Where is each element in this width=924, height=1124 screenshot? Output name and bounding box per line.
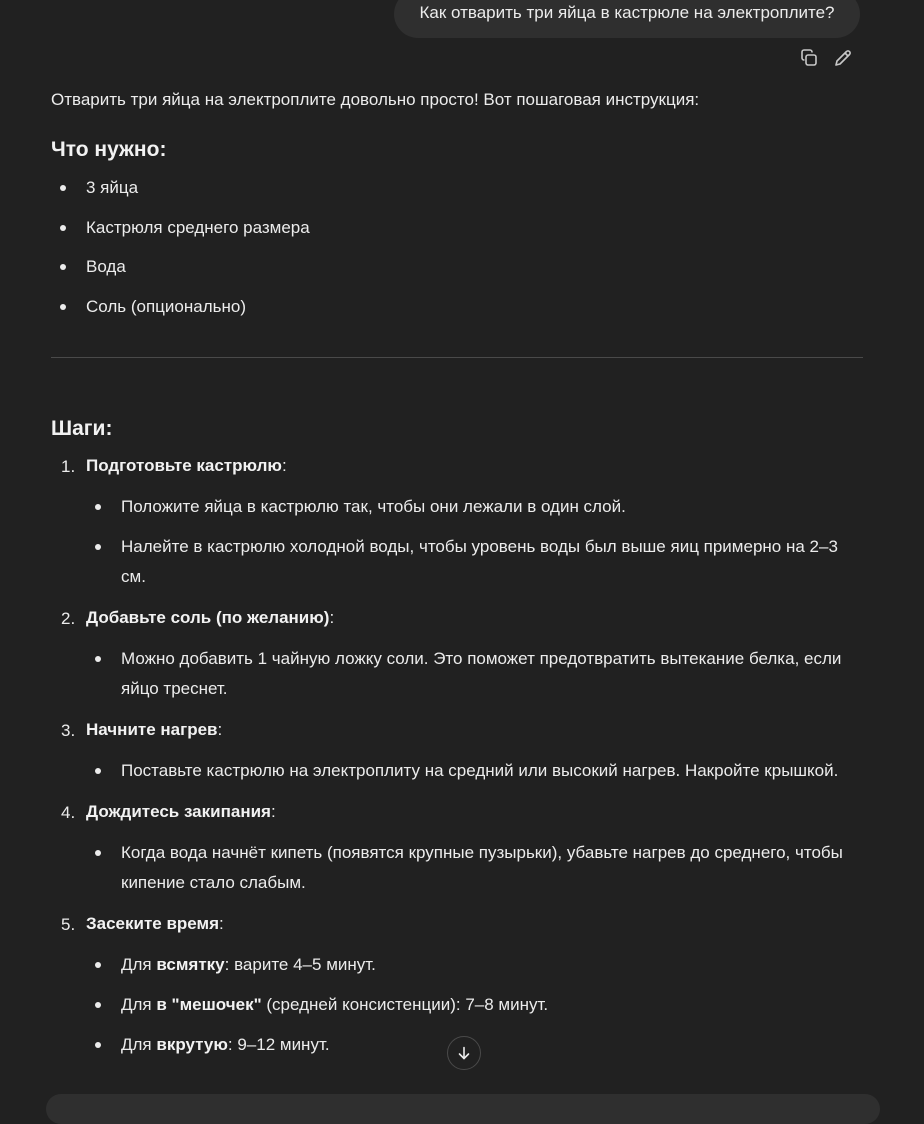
step-title-suffix: : <box>217 719 223 739</box>
step-title: Добавьте соль (по желанию) <box>86 607 330 627</box>
message-actions <box>797 44 855 72</box>
scroll-to-bottom-button[interactable] <box>447 1036 481 1070</box>
list-item: 3 яйца <box>51 176 863 200</box>
user-message-text: Как отварить три яйца в кастрюле на электроплите? <box>419 2 835 22</box>
step-item <box>51 800 863 898</box>
answer-intro: Отварить три яйца на электроплите довольно просто! Вот пошаговая инструкция: <box>51 90 700 109</box>
step-item <box>51 606 863 704</box>
step-title-suffix: : <box>219 913 224 933</box>
step-sub-list <box>86 756 863 786</box>
step-title: Подготовьте кастрюлю <box>86 455 282 475</box>
copy-icon[interactable] <box>797 44 821 72</box>
pencil-icon[interactable] <box>831 44 855 72</box>
list-item: Можно добавить 1 чайную ложку соли. Это поможет предотвратить вытекание белка, если яйцо треснет. <box>86 644 863 704</box>
user-message-bubble <box>394 0 860 38</box>
list-item: Положите яйца в кастрюлю так, чтобы они лежали в один слой. <box>86 492 863 522</box>
steps-heading: Шаги: <box>51 416 113 440</box>
step-number: 3. <box>61 720 76 740</box>
step-sub-list <box>86 492 863 592</box>
needs-list <box>51 176 863 319</box>
list-item: Вода <box>51 255 863 279</box>
list-item: Налейте в кастрюлю холодной воды, чтобы уровень воды был выше яиц примерно на 2–3 см. <box>86 532 863 592</box>
assistant-answer <box>51 85 863 1074</box>
list-item: Поставьте кастрюлю на электроплиту на средний или высокий нагрев. Накройте крышкой. <box>86 756 863 786</box>
step-number: 1. <box>61 456 76 476</box>
needs-heading: Что нужно: <box>51 138 167 161</box>
step-sub-list <box>86 838 863 898</box>
step-item <box>51 454 863 592</box>
step-sub-list <box>86 644 863 704</box>
list-item: Для в "мешочек" (средней консистенции): 7–8 минут. <box>86 990 863 1020</box>
step-number: 5. <box>61 914 76 934</box>
step-title-suffix: : <box>281 455 287 475</box>
arrow-down-icon <box>456 1045 472 1061</box>
list-item: Для всмятку: варите 4–5 минут. <box>86 950 863 980</box>
step-number: 4. <box>61 802 76 822</box>
step-title: Засеките время <box>86 913 220 933</box>
steps-list <box>51 454 863 1060</box>
list-item: Соль (опционально) <box>51 295 863 319</box>
list-item: Для вкрутую: 9–12 минут. <box>86 1030 863 1060</box>
list-item: Когда вода начнёт кипеть (появятся крупные пузырьки), убавьте нагрев до среднего, чтобы кипение стало слабым. <box>86 838 863 898</box>
step-title-suffix: : <box>270 801 276 821</box>
step-title: Начните нагрев <box>86 719 218 739</box>
step-title: Дождитесь закипания <box>86 801 271 821</box>
step-item <box>51 718 863 786</box>
step-title-suffix: : <box>329 607 335 627</box>
step-number: 2. <box>61 608 76 628</box>
list-item: Кастрюля среднего размера <box>51 216 863 240</box>
divider <box>51 357 863 358</box>
